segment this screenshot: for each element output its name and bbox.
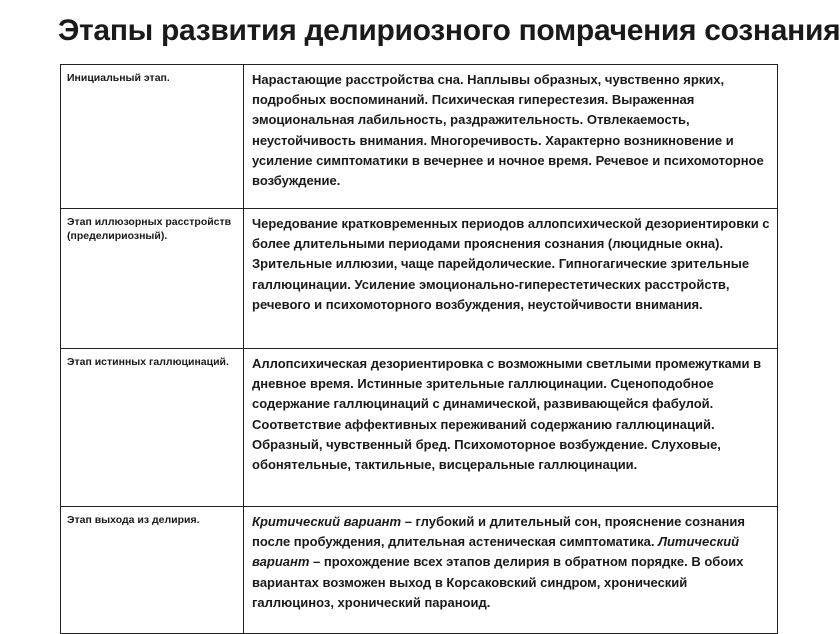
- stage-description-cell: Аллопсихическая дезориентировка с возможными светлыми промежутками в дневное время. Истинные зрительные галлюцинации. Сценоподобное содержание галлюцинаций с динамической, развивающейся фабулой. Соответствие аффективных переживаний содержанию галлюцинаций. Образный, чувственный бред. Психомоторное возбуждение. Слуховые, обонятельные, тактильные, висцеральные галлюцинации.: [244, 349, 778, 507]
- delirium-stages-table: [60, 64, 778, 634]
- table-row: [61, 349, 778, 507]
- stage-description-cell: Чередование кратковременных периодов аллопсихической дезориентировки с более длительными периодами прояснения сознания (люцидные окна). Зрительные иллюзии, чаще парейдолические. Гипногагические зрительные галлюцинации. Усиление эмоционально-гиперестетических расстройств, речевого и психомоторного возбуждения, неустойчивости внимания.: [244, 209, 778, 349]
- table-row: [61, 507, 778, 634]
- table-row: [61, 209, 778, 349]
- stage-name-cell: Этап выхода из делирия.: [61, 507, 244, 634]
- stage-name-cell: Этап истинных галлюцинаций.: [61, 349, 244, 507]
- stage-name-cell: Этап иллюзорных расстройств (пределириозный).: [61, 209, 244, 349]
- slide-title: Этапы развития делириозного помрачения сознания: [58, 14, 840, 47]
- lytic-variant-label: Литический вариант: [252, 534, 740, 570]
- table-row: [61, 65, 778, 209]
- critical-variant-text: – глубокий и длительный сон, прояснение сознания после пробуждения, длительная астеническая симптоматика.: [252, 514, 745, 550]
- lytic-variant-text: – прохождение всех этапов делирия в обратном порядке. В обоих вариантах возможен выход в Корсаковский синдром, хронический галлюциноз, хронический параноид.: [252, 554, 744, 610]
- stage-name-cell: Инициальный этап.: [61, 65, 244, 209]
- stage-description-cell: [244, 507, 778, 634]
- critical-variant-label: Критический вариант: [252, 514, 402, 529]
- stage-description-cell: Нарастающие расстройства сна. Наплывы образных, чувственно ярких, подробных воспоминаний. Психическая гиперестезия. Выраженная эмоциональная лабильность, раздражительность. Отвлекаемость, неустойчивость внимания. Многоречивость. Характерно возникновение и усиление симптоматики в вечернее и ночное время. Речевое и психомоторное возбуждение.: [244, 65, 778, 209]
